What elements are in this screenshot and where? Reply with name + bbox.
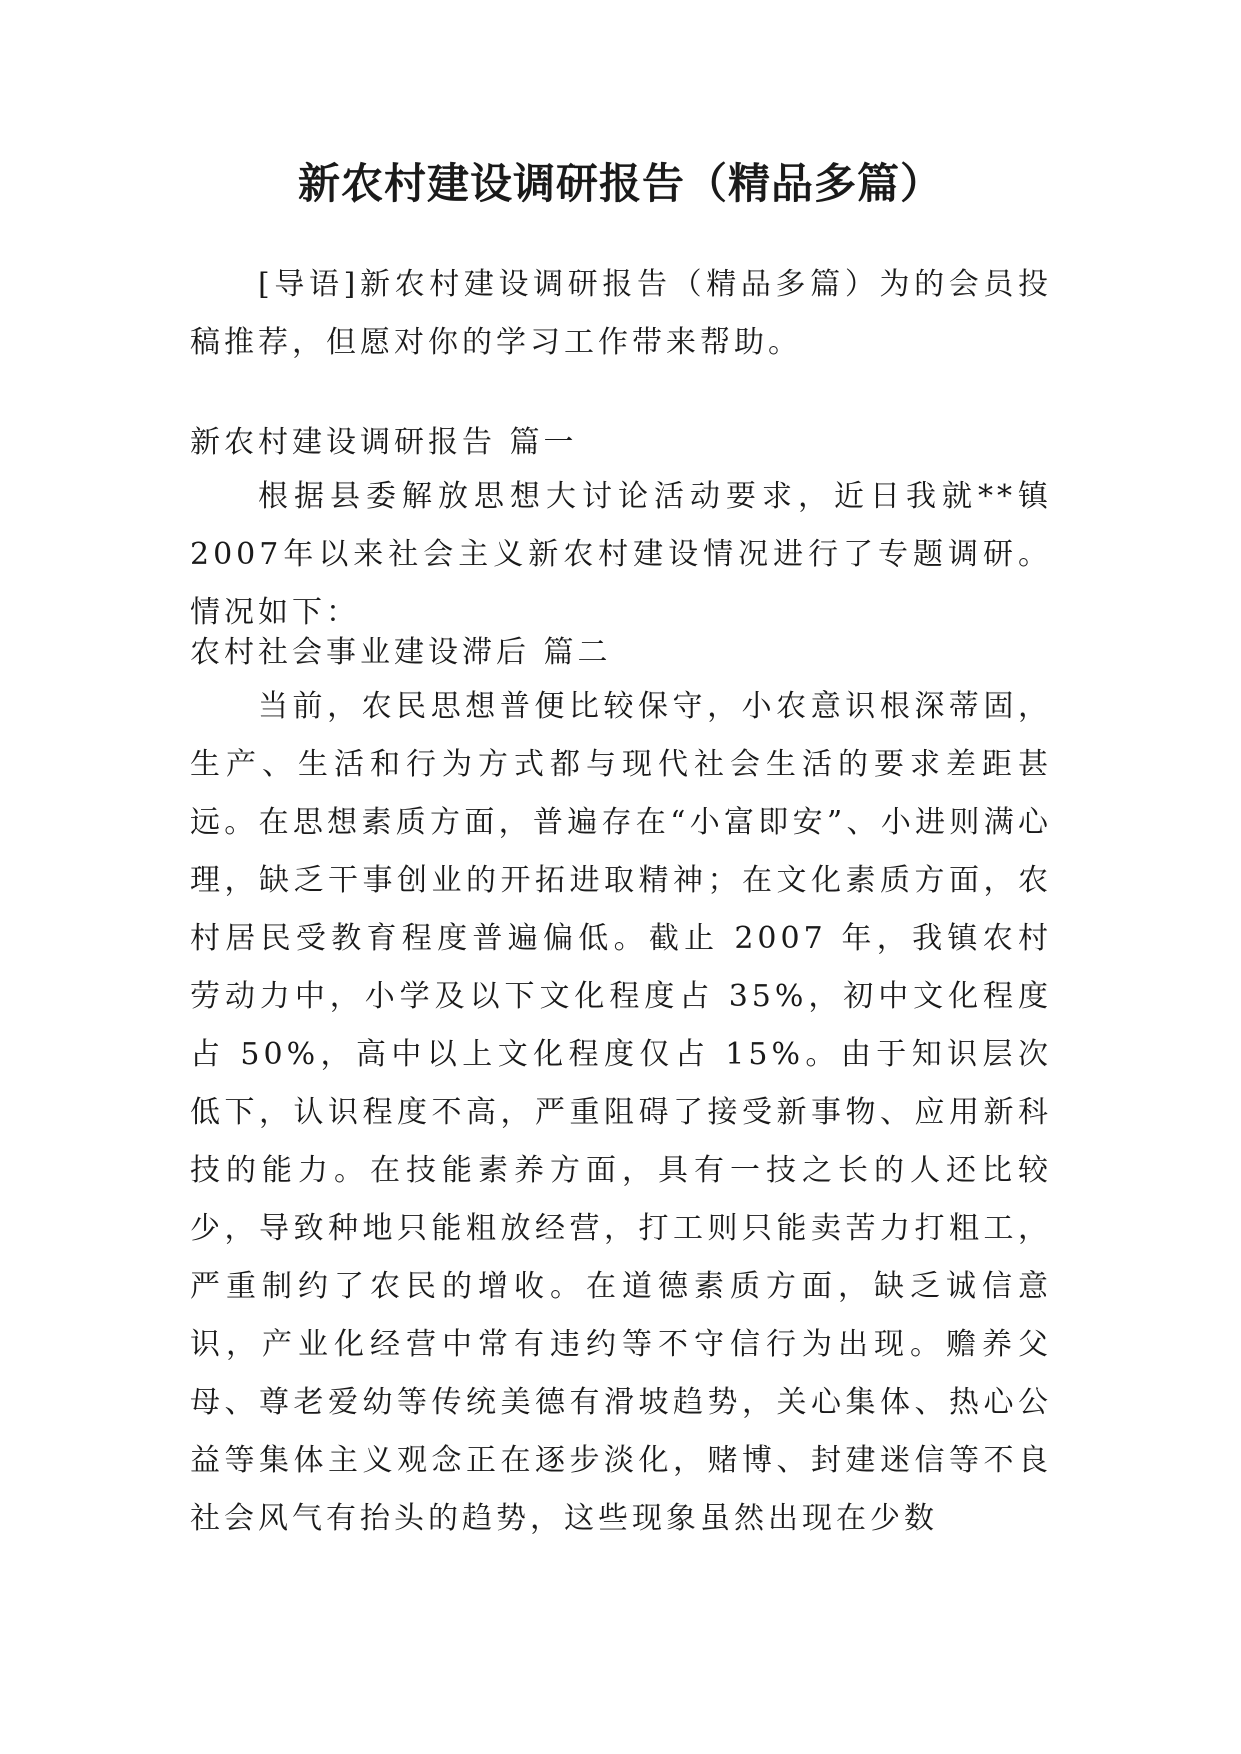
intro-paragraph: [导语]新农村建设调研报告（精品多篇）为的会员投稿推荐，但愿对你的学习工作带来帮助。 [190, 267, 1052, 360]
section-heading-1: 新农村建设调研报告 篇一 [190, 425, 578, 460]
section-paragraph-1: 根据县委解放思想大讨论活动要求，近日我就**镇 2007年以来社会主义新农村建设情况进行了专题调研。情况如下： [190, 479, 1052, 630]
document-title: 新农村建设调研报告（精品多篇） [297, 159, 943, 208]
section-heading-2: 农村社会事业建设滞后 篇二 [190, 635, 612, 670]
section-paragraph-2: 当前，农民思想普便比较保守，小农意识根深蒂固，生产、生活和行为方式都与现代社会生活的要求差距甚远。在思想素质方面，普遍存在“小富即安”、小进则满心理，缺乏干事创业的开拓进取精神；在文化素质方面，农村居民受教育程度普遍偏低。截止 2007 年，我镇农村劳动力中，小学及以下文化程度占 35%，初中文化程度占 50%，高中以上文化程度仅占 15%。由于知识层次低下，认识程度不高，严重阻碍了接受新事物、应用新科技的能力。在技能素养方面，具有一技之长的人还比较少，导致种地只能粗放经营，打工则只能卖苦力打粗工，严重制约了农民的增收。在道德素质方面，缺乏诚信意识，产业化经营中常有违约等不守信行为出现。赡养父母、尊老爱幼等传统美德有滑坡趋势，关心集体、热心公益等集体主义观念正在逐步淡化，赌博、封建迷信等不良社会风气有抬头的趋势，这些现象虽然出现在少数 [190, 689, 1052, 1536]
